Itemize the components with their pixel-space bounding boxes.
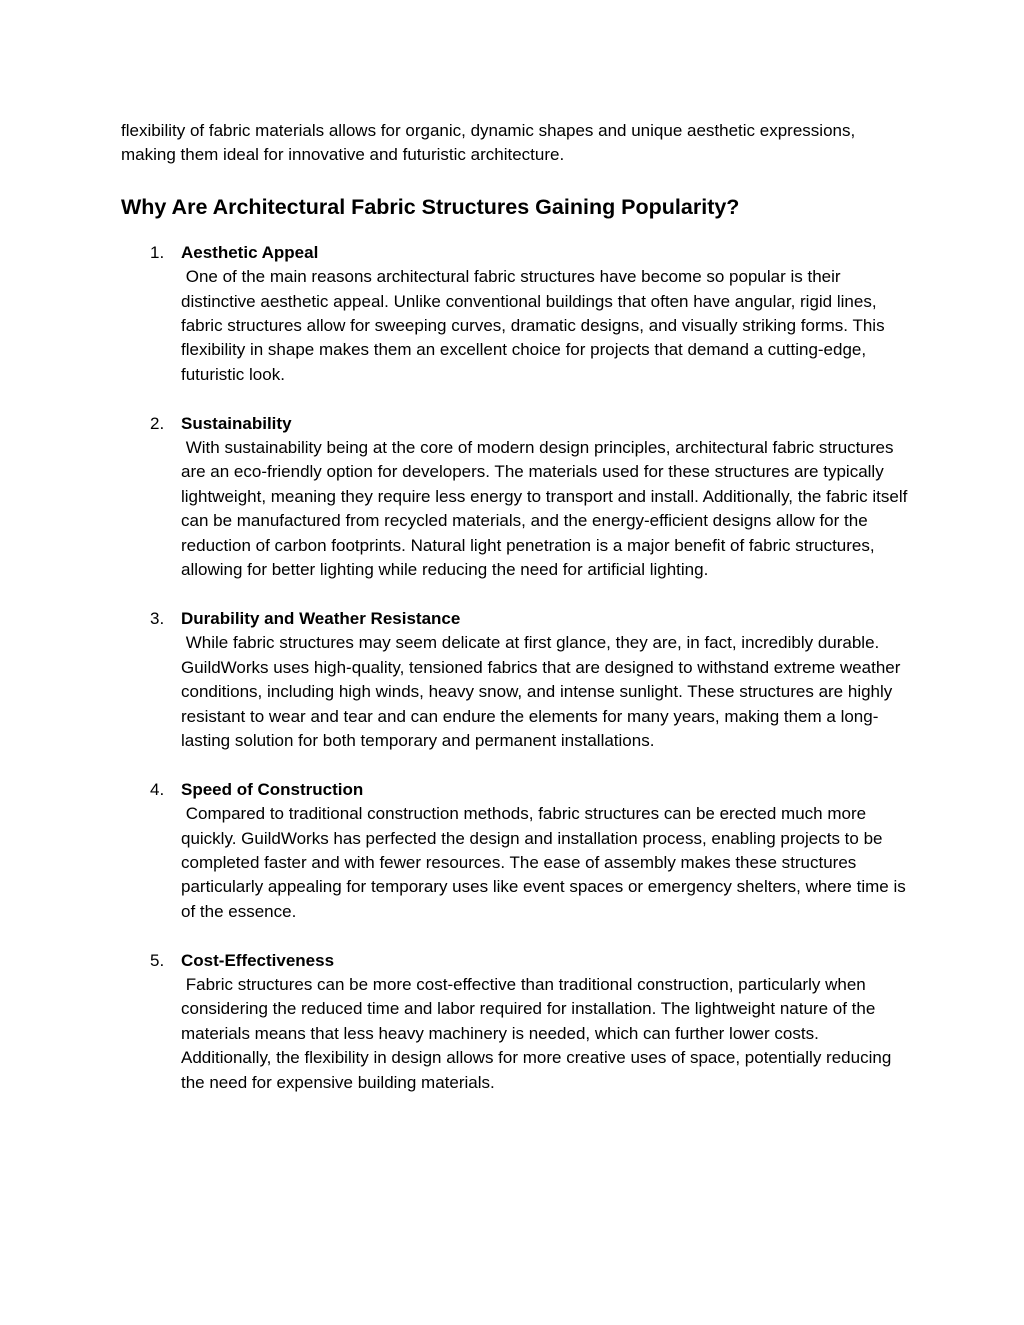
section-heading: Why Are Architectural Fabric Structures Gaining Popularity?	[121, 194, 740, 219]
list-item-title: Cost-Effectiveness	[181, 950, 335, 970]
list-item-body: With sustainability being at the core of modern design principles, architectural fabric structures are an eco-friendly option for developers. The materials used for these structures are typically lightweight, meaning they require less energy to transport and install. Additionally, the fabric itself can be manufactured from recycled materials, and the energy-efficient designs allow for the reduction of carbon footprints. Natural light penetration is a major benefit of fabric structures, allowing for better lighting while reducing the need for artificial lighting.	[181, 438, 913, 580]
list-item-number: 3.	[150, 608, 165, 628]
list-item-body: One of the main reasons architectural fabric structures have become so popular is their distinctive aesthetic appeal. Unlike conventional buildings that often have angular, rigid lines, fabric structures allow for sweeping curves, dramatic designs, and visually striking forms. This flexibility in shape makes them an excellent choice for projects that demand a cutting-edge, futuristic look.	[181, 267, 890, 384]
list-item-number: 4.	[150, 779, 165, 799]
list-item-title: Aesthetic Appeal	[181, 242, 319, 262]
list-item-title: Durability and Weather Resistance	[181, 608, 461, 628]
list-item	[121, 412, 911, 583]
list-item-title: Speed of Construction	[181, 779, 364, 799]
reasons-list	[121, 241, 911, 1095]
list-item-body: Fabric structures can be more cost-effective than traditional construction, particularly when considering the reduced time and labor required for installation. The lightweight nature of the materials means that less heavy machinery is needed, which can further lower costs. Additionally, the flexibility in design allows for more creative uses of space, potentially reducing the need for expensive building materials.	[181, 974, 897, 1092]
list-item	[121, 607, 911, 753]
list-item	[121, 778, 911, 924]
list-item	[121, 949, 911, 1095]
intro-paragraph: flexibility of fabric materials allows for organic, dynamic shapes and unique aesthetic expressions, making them ideal for innovative and futuristic architecture.	[121, 121, 856, 165]
list-item-number: 2.	[150, 413, 165, 433]
list-item-title: Sustainability	[181, 413, 292, 433]
document-content	[121, 119, 911, 1119]
list-item-number: 1.	[150, 242, 165, 262]
list-item-body: While fabric structures may seem delicate at first glance, they are, in fact, incredibly durable. GuildWorks uses high-quality, tensioned fabrics that are designed to withstand extreme weather conditions, including high winds, heavy snow, and intense sunlight. These structures are highly resistant to wear and tear and can endure the elements for many years, making them a long-lasting solution for both temporary and permanent installations.	[181, 633, 906, 750]
list-item-body: Compared to traditional construction methods, fabric structures can be erected much more quickly. GuildWorks has perfected the design and installation process, enabling projects to be completed faster and with fewer resources. The ease of assembly makes these structures particularly appealing for temporary uses like event spaces or emergency shelters, where time is of the essence.	[181, 804, 911, 921]
list-item	[121, 241, 911, 387]
list-item-number: 5.	[150, 950, 165, 970]
